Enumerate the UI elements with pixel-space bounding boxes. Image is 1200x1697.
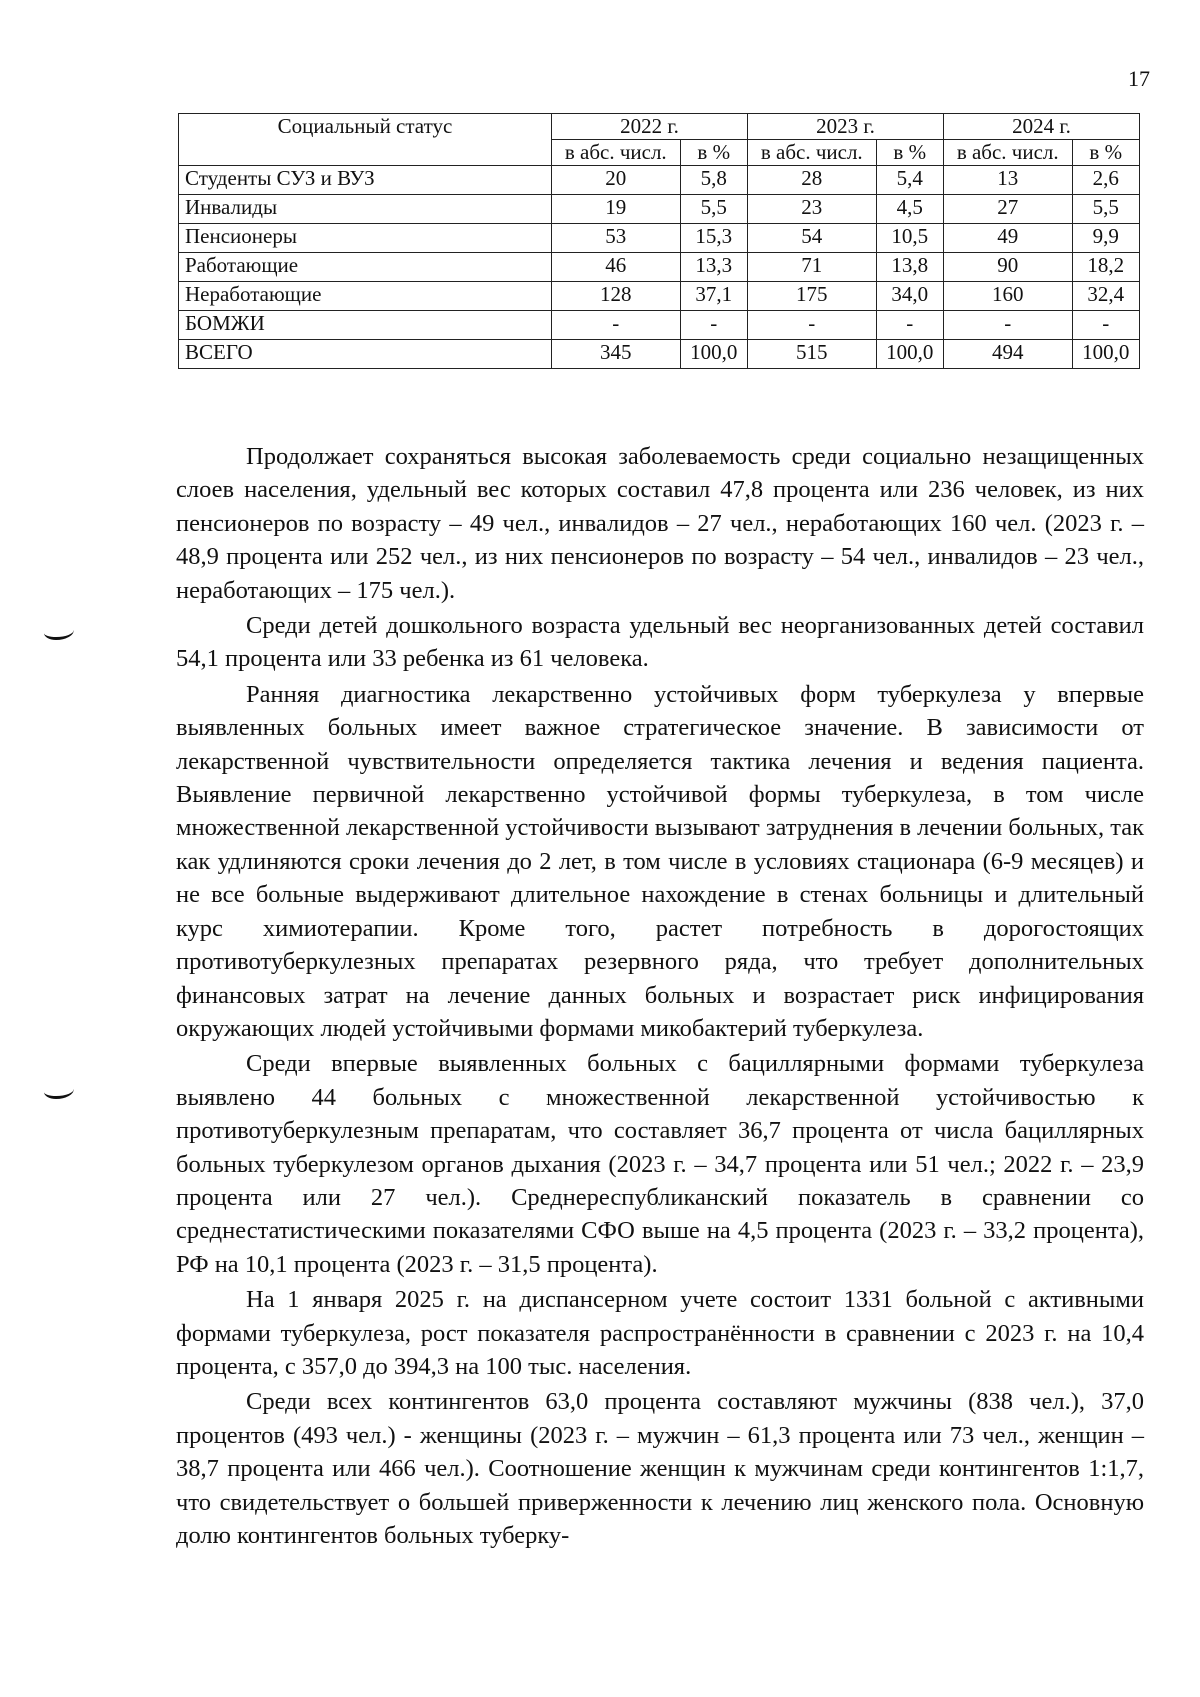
table-row (179, 166, 1140, 195)
table-cell: 494 (943, 340, 1072, 369)
table-header-row (179, 114, 1140, 140)
table-cell: 5,5 (680, 195, 747, 224)
table-cell: 54 (747, 224, 876, 253)
table-cell: 49 (943, 224, 1072, 253)
paragraph: Среди всех контингентов 63,0 процента составляют мужчины (838 чел.), 37,0 процентов (493 чел.) - женщины (2023 г. – мужчин – 61,3 процента или 73 чел., женщин – 38,7 процента или 466 чел.). Соотношение женщин к мужчинам среди контингентов 1:1,7, что свидетельствует о большей приверженности к лечению лиц женского пола. Основную долю контингентов больных туберку- (176, 1388, 1144, 1549)
table-cell: 10,5 (876, 224, 943, 253)
table-cell: 100,0 (680, 340, 747, 369)
table-cell: - (1072, 311, 1139, 340)
table-cell: 15,3 (680, 224, 747, 253)
table-cell: 5,5 (1072, 195, 1139, 224)
table-cell: 175 (747, 282, 876, 311)
row-label: Студенты СУЗ и ВУЗ (179, 166, 552, 195)
table-cell: 18,2 (1072, 253, 1139, 282)
table-cell: 5,4 (876, 166, 943, 195)
table-cell: 2,6 (1072, 166, 1139, 195)
table-cell: 27 (943, 195, 1072, 224)
table-cell: 28 (747, 166, 876, 195)
table-cell: 5,8 (680, 166, 747, 195)
header-year-2023: 2023 г. (747, 114, 943, 140)
table-cell: 19 (552, 195, 681, 224)
social-status-table (178, 113, 1140, 369)
table-row (179, 224, 1140, 253)
table-cell: 9,9 (1072, 224, 1139, 253)
paragraph: Среди впервые выявленных больных с бациллярными формами туберкулеза выявлено 44 больных с множественной лекарственной устойчивостью к противотуберкулезным препаратам, что составляет 36,7 процента от числа бациллярных больных туберкулезом органов дыхания (2023 г. – 34,7 процента или 51 чел.; 2022 г. – 23,9 процента или 27 чел.). Среднереспубликанский показатель в сравнении со среднестатистическими показателями СФО выше на 4,5 процента (2023 г. – 33,2 процента), РФ на 10,1 процента (2023 г. – 31,5 процента). (176, 1050, 1144, 1278)
table-row-total (179, 340, 1140, 369)
table-cell: 13 (943, 166, 1072, 195)
row-label: ВСЕГО (179, 340, 552, 369)
table-cell: - (680, 311, 747, 340)
table-cell: - (876, 311, 943, 340)
paragraph: На 1 января 2025 г. на диспансерном учете состоит 1331 больной с активными формами туберкулеза, рост показателя распространённости в сравнении с 2023 г. на 10,4 процента, с 357,0 до 394,3 на 100 тыс. населения. (176, 1286, 1144, 1380)
row-label: БОМЖИ (179, 311, 552, 340)
header-year-2024: 2024 г. (943, 114, 1139, 140)
subheader-pct: в % (680, 140, 747, 166)
table-cell: 100,0 (876, 340, 943, 369)
table-row (179, 195, 1140, 224)
table-cell: - (943, 311, 1072, 340)
page-number: 17 (1128, 66, 1150, 91)
row-label: Пенсионеры (179, 224, 552, 253)
table-row (179, 253, 1140, 282)
table-cell: 90 (943, 253, 1072, 282)
subheader-abs: в абс. числ. (747, 140, 876, 166)
margin-pen-mark (44, 1082, 74, 1099)
table-cell: 46 (552, 253, 681, 282)
table-cell: - (552, 311, 681, 340)
subheader-abs: в абс. числ. (943, 140, 1072, 166)
table-cell: 128 (552, 282, 681, 311)
row-label: Инвалиды (179, 195, 552, 224)
subheader-pct: в % (876, 140, 943, 166)
table-cell: 13,8 (876, 253, 943, 282)
subheader-pct: в % (1072, 140, 1139, 166)
paragraph: Среди детей дошкольного возраста удельный вес неорганизованных детей составил 54,1 процента или 33 ребенка из 61 человека. (176, 612, 1144, 673)
table-cell: 23 (747, 195, 876, 224)
header-year-2022: 2022 г. (552, 114, 748, 140)
header-social-status: Социальный статус (179, 114, 552, 166)
row-label: Работающие (179, 253, 552, 282)
table-cell: 4,5 (876, 195, 943, 224)
table-cell: - (747, 311, 876, 340)
table-row (179, 311, 1140, 340)
table-cell: 71 (747, 253, 876, 282)
table-cell: 160 (943, 282, 1072, 311)
table-cell: 515 (747, 340, 876, 369)
table-cell: 53 (552, 224, 681, 253)
margin-pen-mark (44, 623, 74, 640)
table-cell: 100,0 (1072, 340, 1139, 369)
paragraph: Ранняя диагностика лекарственно устойчивых форм туберкулеза у впервые выявленных больных имеет важное стратегическое значение. В зависимости от лекарственной чувствительности определяется тактика лечения и ведения пациента. Выявление первичной лекарственно устойчивой формы туберкулеза, в том числе множественной лекарственной устойчивости вызывают затруднения в лечении больных, так как удлиняются сроки лечения до 2 лет, в том числе в условиях стационара (6-9 месяцев) и не все больные выдерживают длительное нахождение в стенах больницы и длительный курс химиотерапии. Кроме того, растет потребность в дорогостоящих противотуберкулезных препаратах резервного ряда, что требует дополнительных финансовых затрат на лечение данных больных и возрастает риск инфицирования окружающих людей устойчивыми формами микобактерий туберкулеза. (176, 680, 1144, 1042)
table-cell: 20 (552, 166, 681, 195)
body-text (176, 440, 1144, 1552)
table-cell: 345 (552, 340, 681, 369)
table-cell: 13,3 (680, 253, 747, 282)
row-label: Неработающие (179, 282, 552, 311)
subheader-abs: в абс. числ. (552, 140, 681, 166)
table-cell: 32,4 (1072, 282, 1139, 311)
table-row (179, 282, 1140, 311)
paragraph: Продолжает сохраняться высокая заболеваемость среди социально незащищенных слоев населения, удельный вес которых составил 47,8 процента или 236 человек, из них пенсионеров по возрасту – 49 чел., инвалидов – 27 чел., неработающих 160 чел. (2023 г. – 48,9 процента или 252 чел., из них пенсионеров по возрасту – 54 чел., инвалидов – 23 чел., неработающих – 175 чел.). (176, 443, 1144, 604)
table-cell: 37,1 (680, 282, 747, 311)
table-cell: 34,0 (876, 282, 943, 311)
